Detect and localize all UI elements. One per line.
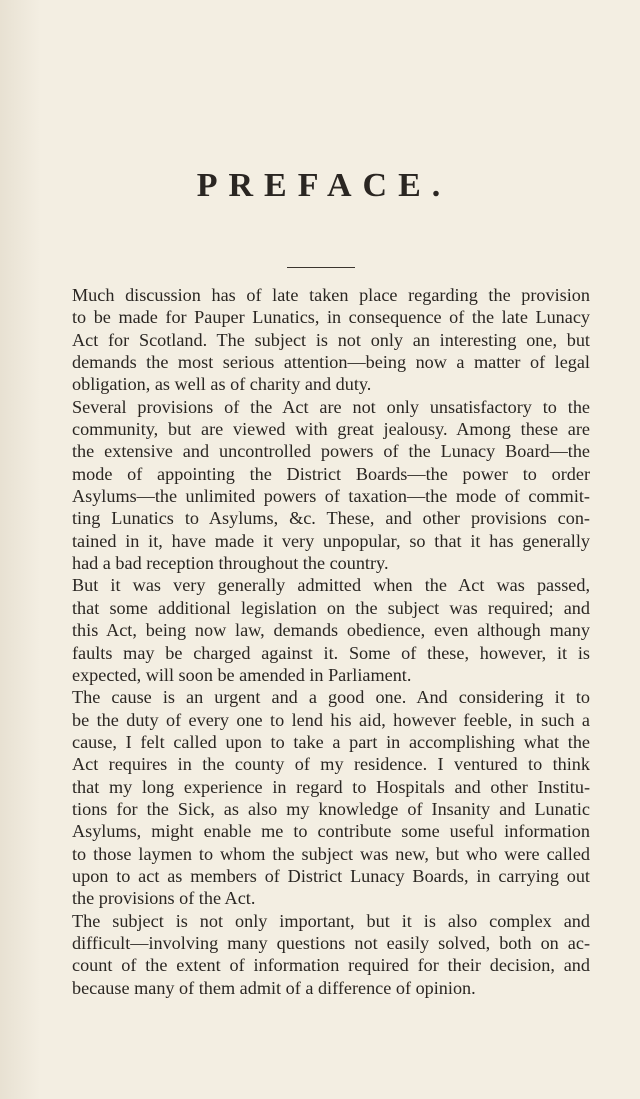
text-line: The subject is not only important, but it is also complex and bbox=[72, 910, 590, 931]
text-line: Asylums, might enable me to contribute some useful information bbox=[72, 821, 590, 842]
text-line: cause, I felt called upon to take a part in accomplishing what the bbox=[72, 731, 590, 752]
text-line: had a bad reception throughout the country. bbox=[72, 553, 389, 574]
paragraph bbox=[54, 686, 590, 909]
text-line: Several provisions of the Act are not only unsatisfactory to the bbox=[72, 396, 590, 417]
text-line: faults may be charged against it. Some of these, however, it is bbox=[72, 642, 590, 663]
text-line: Asylums—the unlimited powers of taxation—the mode of commit- bbox=[72, 486, 590, 507]
preface-body bbox=[54, 284, 590, 999]
text-line: upon to act as members of District Lunacy Boards, in carrying out bbox=[72, 865, 590, 886]
paragraph bbox=[54, 396, 590, 575]
page-title: PREFACE. bbox=[196, 167, 452, 204]
text-line: Act for Scotland. The subject is not only an interesting one, but bbox=[72, 329, 590, 350]
paragraph bbox=[54, 574, 590, 686]
text-line: ting Lunatics to Asylums, &c. These, and other provisions con- bbox=[72, 508, 590, 529]
text-line: the provisions of the Act. bbox=[72, 888, 256, 909]
text-line: because many of them admit of a difference of opinion. bbox=[72, 977, 476, 998]
text-line: expected, will soon be amended in Parliament. bbox=[72, 664, 412, 685]
text-line: this Act, being now law, demands obedience, even although many bbox=[72, 620, 590, 641]
text-line: But it was very generally admitted when the Act was passed, bbox=[72, 575, 590, 596]
paragraph bbox=[54, 284, 590, 396]
text-line: The cause is an urgent and a good one. And considering it to bbox=[72, 687, 590, 708]
text-line: Much discussion has of late taken place regarding the provision bbox=[72, 285, 590, 305]
paragraph bbox=[54, 910, 590, 999]
text-line: obligation, as well as of charity and duty. bbox=[72, 374, 372, 395]
text-line: mode of appointing the District Boards—the power to order bbox=[72, 463, 590, 484]
text-line: community, but are viewed with great jealousy. Among these are bbox=[72, 419, 590, 440]
text-line: difficult—involving many questions not easily solved, both on ac- bbox=[72, 932, 590, 953]
text-line: Act requires in the county of my residence. I ventured to think bbox=[72, 754, 590, 775]
text-line: that my long experience in regard to Hospitals and other Institu- bbox=[72, 776, 590, 797]
text-line: be the duty of every one to lend his aid, however feeble, in such a bbox=[72, 709, 590, 730]
text-line: to those laymen to whom the subject was new, but who were called bbox=[72, 843, 590, 864]
title-divider bbox=[287, 267, 355, 268]
text-line: to be made for Pauper Lunatics, in consequence of the late Lunacy bbox=[72, 307, 590, 328]
text-line: tions for the Sick, as also my knowledge of Insanity and Lunatic bbox=[72, 798, 590, 819]
text-line: demands the most serious attention—being now a matter of legal bbox=[72, 352, 590, 373]
text-line: that some additional legislation on the subject was required; and bbox=[72, 597, 590, 618]
text-line: tained in it, have made it very unpopular, so that it has generally bbox=[72, 530, 590, 551]
text-line: count of the extent of information required for their decision, and bbox=[72, 955, 590, 976]
text-line: the extensive and uncontrolled powers of the Lunacy Board—the bbox=[72, 441, 590, 462]
